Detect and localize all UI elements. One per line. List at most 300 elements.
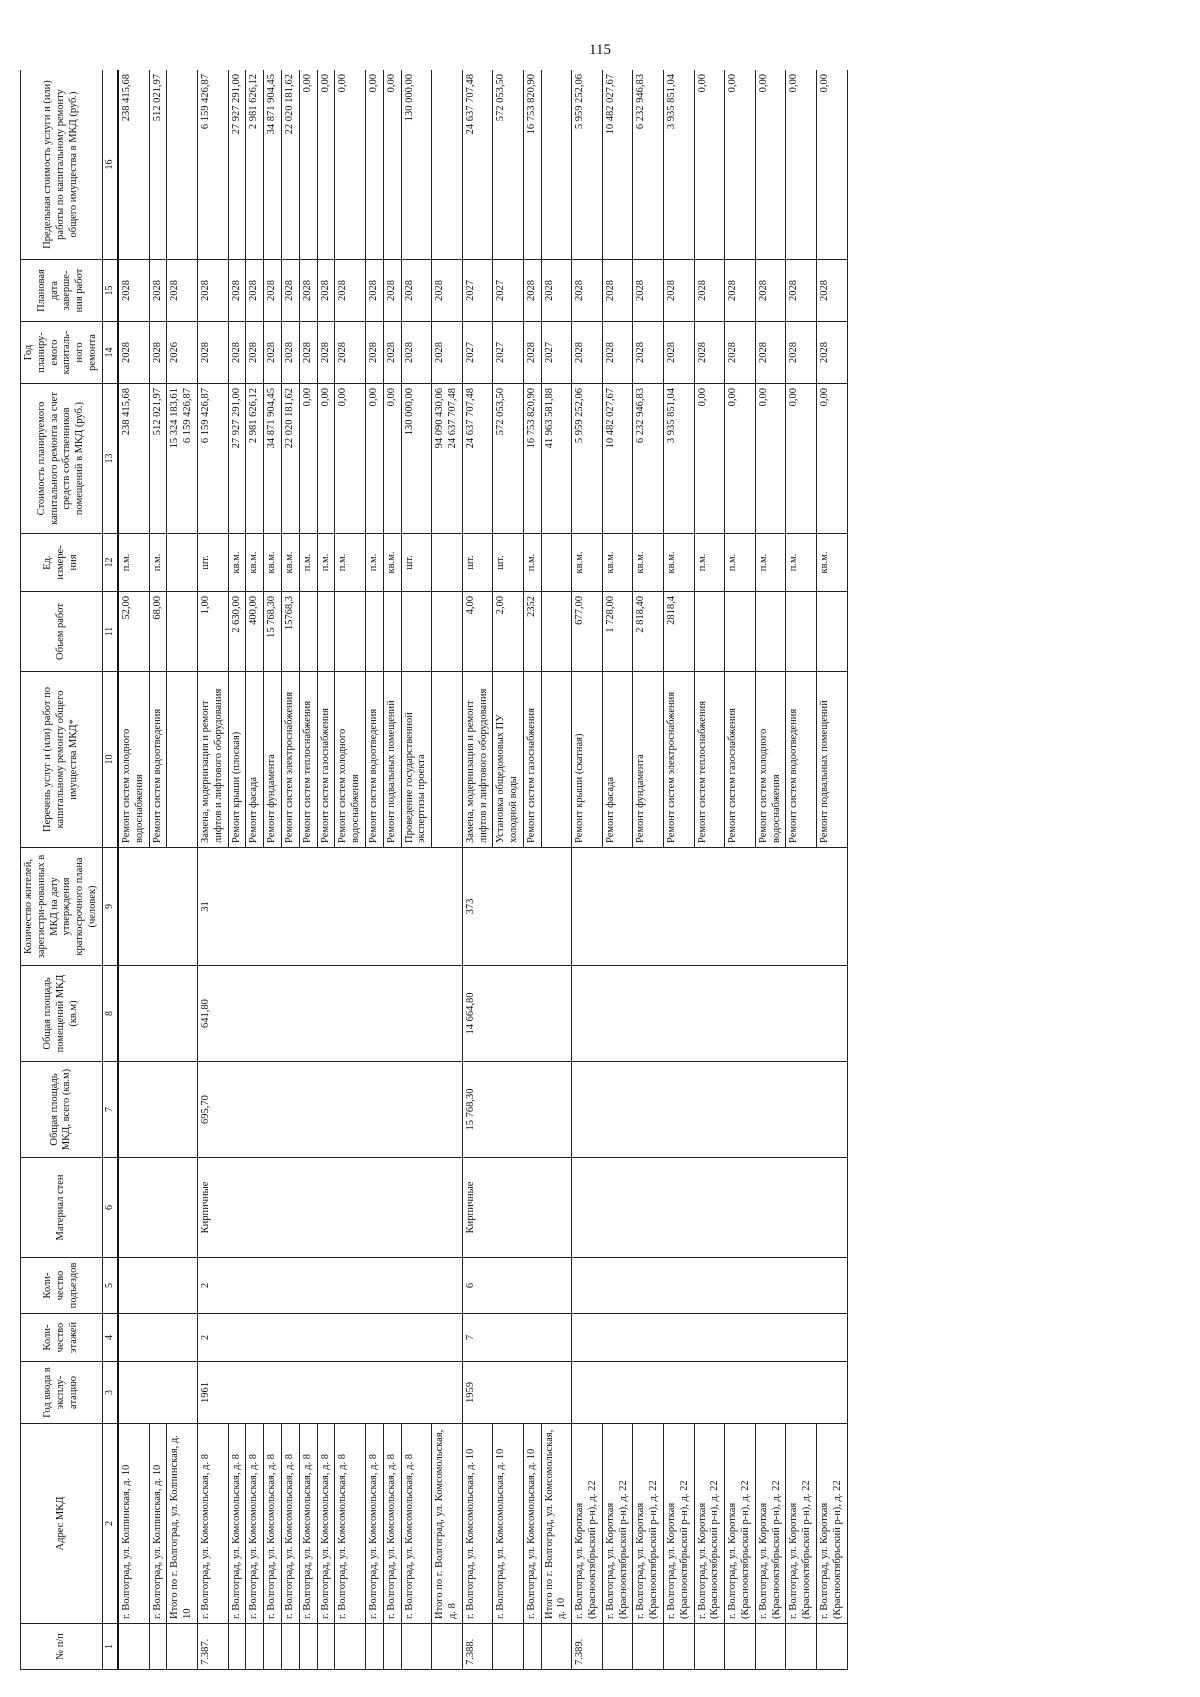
column-header: Общая площадь помещений МКД (кв.м)	[21, 966, 103, 1062]
value-cell	[118, 384, 149, 534]
column-header: Стоимость планируемого капитального ремонта за счет средств собственников помещений в МКД (руб.)	[21, 384, 103, 534]
value-cell	[118, 70, 149, 260]
building-attribute-cell	[197, 1362, 462, 1424]
cell-text: г. Волгоград, ул. Колпинская, д. 10	[120, 1464, 132, 1619]
value-cell	[633, 260, 664, 322]
column-number: 1	[102, 1624, 118, 1670]
address-cell	[401, 1424, 432, 1624]
cell-text: г. Волгоград, ул. Комсомольская, д. 10	[464, 1448, 476, 1619]
cell-text: 2028	[604, 280, 616, 301]
cell-text: 34 871 904,45	[266, 388, 278, 449]
cell-text: 2028	[403, 342, 415, 363]
value-cell	[401, 322, 432, 384]
value-cell	[299, 322, 317, 384]
address-cell	[462, 1424, 493, 1624]
cell-text: 2028	[385, 280, 397, 301]
cell-text: 52,00	[120, 596, 132, 620]
value-cell	[317, 260, 335, 322]
value-cell	[228, 322, 246, 384]
cell-text: 2028	[283, 280, 295, 301]
row-index-cell	[572, 1624, 603, 1670]
value-cell	[401, 592, 432, 672]
cell-text: 68,00	[151, 596, 163, 620]
cell-text: 2028	[367, 280, 379, 301]
cell-text: 572 053,50	[495, 388, 507, 436]
cell-text: г. Волгоград, ул. Комсомольская, д. 10	[495, 1448, 507, 1619]
cell-text: 2028	[727, 280, 739, 301]
cell-text: 2028	[757, 280, 769, 301]
building-attribute-cell	[197, 848, 462, 966]
cell-text: кв.м.	[635, 551, 647, 574]
value-cell	[725, 322, 756, 384]
cell-text: 2028	[635, 280, 647, 301]
value-cell	[432, 70, 463, 260]
work-description-cell	[817, 672, 848, 848]
cell-text: 5 959 252,06	[574, 388, 586, 444]
cell-text: 6 159 426,87	[199, 74, 211, 130]
value-cell	[725, 592, 756, 672]
value-cell	[228, 592, 246, 672]
value-cell	[493, 384, 524, 534]
address-cell	[317, 1424, 335, 1624]
value-cell	[401, 70, 432, 260]
cell-text: г. Волгоград, ул. Комсомольская, д. 8	[283, 1454, 295, 1619]
cell-text: кв.м.	[266, 551, 278, 574]
cell-text: 0,00	[727, 388, 739, 407]
cell-text: 238 415,68	[120, 388, 132, 436]
value-cell	[462, 384, 493, 534]
row-index-cell	[755, 1624, 786, 1670]
cell-text: 2028	[248, 280, 260, 301]
value-cell	[523, 534, 541, 592]
row-index-cell	[167, 1624, 198, 1670]
cell-text: п.м.	[367, 553, 379, 572]
address-cell	[228, 1424, 246, 1624]
work-description-cell	[281, 672, 299, 848]
row-index-cell	[228, 1624, 246, 1670]
address-cell	[365, 1424, 383, 1624]
value-cell	[149, 70, 167, 260]
row-index-cell	[725, 1624, 756, 1670]
cell-text: 0,00	[367, 388, 379, 407]
value-cell	[365, 260, 383, 322]
cell-text: 16 753 820,90	[525, 388, 537, 449]
value-cell	[246, 260, 264, 322]
building-attribute-cell	[462, 1158, 572, 1258]
cell-text: г. Волгоград, ул. Короткая (Краснооктябрьский р-н), д. 22	[788, 1480, 813, 1619]
value-cell	[694, 70, 725, 260]
value-cell	[664, 534, 695, 592]
value-cell	[246, 322, 264, 384]
row-index-cell	[602, 1624, 633, 1670]
cell-text: 2028	[819, 280, 831, 301]
cell-text: 15 768,30	[266, 596, 278, 638]
value-cell	[817, 260, 848, 322]
value-cell	[786, 260, 817, 322]
building-attribute-cell	[572, 1062, 847, 1158]
column-number: 5	[102, 1258, 118, 1314]
cell-text: 2028	[788, 280, 800, 301]
value-cell	[167, 260, 198, 322]
column-header: Количество жителей, зарегистри-рованных в МКД на дату утверждения краткосрочного плана (человек)	[21, 848, 103, 966]
value-cell	[264, 592, 282, 672]
column-header: Предельная стоимость услуги и (или) работы по капитальному ремонту общего имущества в МКД (руб.)	[21, 70, 103, 260]
cell-text: 2 981 626,12	[248, 388, 260, 444]
address-cell	[246, 1424, 264, 1624]
work-description-cell	[755, 672, 786, 848]
address-cell	[541, 1424, 572, 1624]
address-cell	[786, 1424, 817, 1624]
cell-text: 2 818,40	[635, 596, 647, 633]
value-cell	[317, 534, 335, 592]
cell-text: 15 324 183,61	[169, 388, 181, 449]
cell-text: Ремонт фундамента	[635, 754, 647, 843]
building-attribute-cell	[197, 966, 462, 1062]
cell-text: 0,00	[319, 388, 331, 407]
work-description-cell	[246, 672, 264, 848]
work-description-cell	[197, 672, 228, 848]
building-attribute-value: 2	[199, 1282, 211, 1289]
work-description-cell	[786, 672, 817, 848]
column-number: 2	[102, 1424, 118, 1624]
cell-text: п.м.	[337, 553, 349, 572]
value-cell	[633, 322, 664, 384]
cell-text: 0,00	[337, 74, 349, 93]
cell-text: 130 000,00	[403, 388, 415, 436]
cell-text: 1,00	[199, 596, 211, 615]
cell-text: 2028	[120, 342, 132, 363]
cell-text: Итого по г. Волгоград, ул. Колпинская, д. 10	[169, 1435, 194, 1619]
cell-text: 24 637 707,48	[464, 74, 476, 135]
cell-text: Проведение государственной экспертизы проекта	[403, 712, 428, 843]
value-cell	[493, 322, 524, 384]
value-cell	[281, 70, 299, 260]
column-header: Коли-чество этажей	[21, 1314, 103, 1362]
value-cell	[572, 322, 603, 384]
value-cell	[149, 260, 167, 322]
value-cell	[228, 260, 246, 322]
value-cell	[755, 260, 786, 322]
cell-text: г. Волгоград, ул. Короткая (Краснооктябрьский р-н), д. 22	[666, 1480, 690, 1619]
cell-text: 2028	[283, 342, 295, 363]
row-index-cell	[383, 1624, 401, 1670]
cell-text: п.м.	[757, 553, 769, 572]
cell-text: 10 482 027,67	[604, 74, 616, 135]
value-cell	[167, 592, 198, 672]
building-attribute-value: 695,70	[199, 1095, 211, 1124]
cell-text: 2028	[151, 342, 163, 363]
cell-text: 2028	[266, 280, 278, 301]
cell-text: шт.	[495, 555, 507, 570]
column-header: Материал стен	[21, 1158, 103, 1258]
row-index-cell	[365, 1624, 383, 1670]
cell-text: 677,00	[574, 596, 586, 625]
building-attribute-cell	[572, 1258, 847, 1314]
value-cell	[317, 70, 335, 260]
value-cell	[383, 592, 401, 672]
work-description-cell	[523, 672, 541, 848]
work-description-cell	[572, 672, 603, 848]
cell-text: 6 232 946,83	[635, 388, 647, 444]
cell-text: 2028	[604, 342, 616, 363]
cell-text: п.м.	[301, 553, 313, 572]
cell-text: 2028	[666, 280, 678, 301]
cell-text: 2028	[199, 342, 211, 363]
value-cell	[228, 70, 246, 260]
cell-text: Итого по г. Волгоград, ул. Комсомольская, д. 10	[543, 1429, 568, 1619]
value-cell	[432, 384, 463, 534]
cell-text: кв.м.	[666, 551, 678, 574]
value-cell	[572, 70, 603, 260]
value-cell	[602, 70, 633, 260]
value-cell	[365, 70, 383, 260]
building-attribute-cell	[118, 1258, 197, 1314]
row-index-cell	[118, 1624, 149, 1670]
cell-text: 2352	[525, 596, 537, 617]
value-cell	[664, 260, 695, 322]
rotated-table-container	[20, 70, 1180, 1670]
value-cell	[725, 534, 756, 592]
column-header: Плановая дата заверше-ния работ	[21, 260, 103, 322]
value-cell	[383, 260, 401, 322]
cell-text: 2027	[495, 342, 507, 363]
value-cell	[462, 70, 493, 260]
column-number: 6	[102, 1158, 118, 1258]
value-cell	[493, 534, 524, 592]
work-description-cell	[228, 672, 246, 848]
column-number: 3	[102, 1362, 118, 1424]
building-attribute-value: 373	[464, 898, 476, 915]
cell-text: 0,00	[385, 74, 397, 93]
value-cell	[228, 534, 246, 592]
building-attribute-value: 31	[199, 901, 211, 912]
value-cell	[694, 384, 725, 534]
value-cell	[197, 322, 228, 384]
value-cell	[817, 384, 848, 534]
cell-text: 2028	[385, 342, 397, 363]
work-description-cell	[335, 672, 366, 848]
cell-text: Ремонт систем водоотведения	[367, 708, 379, 843]
cell-text: Замена, модернизация и ремонт лифтов и лифтового оборудования	[199, 688, 224, 843]
column-header: Год планиру-емого капиталь-ного ремонта	[21, 322, 103, 384]
cell-text: Ремонт систем электроснабжения	[283, 691, 295, 843]
cell-text: 0,00	[819, 74, 831, 93]
cell-text: 27 927 291,00	[230, 388, 242, 449]
column-header: Год ввода в эксплу-атацию	[21, 1362, 103, 1424]
cell-text: г. Волгоград, ул. Короткая (Краснооктябрьский р-н), д. 22	[819, 1480, 843, 1619]
value-cell	[817, 534, 848, 592]
cell-text: 41 963 581,88	[543, 388, 555, 449]
value-cell	[602, 322, 633, 384]
cell-text: г. Волгоград, ул. Короткая (Краснооктябрьский р-н), д. 22	[757, 1480, 782, 1619]
row-index-cell	[197, 1624, 228, 1670]
value-cell	[281, 592, 299, 672]
building-attribute-cell	[197, 1158, 462, 1258]
address-cell	[118, 1424, 149, 1624]
cell-text: Итого по г. Волгоград, ул. Комсомольская, д. 8	[434, 1429, 458, 1619]
address-cell	[817, 1424, 848, 1624]
column-number: 8	[102, 966, 118, 1062]
cell-text: г. Волгоград, ул. Колпинская, д. 10	[151, 1464, 163, 1619]
value-cell	[541, 260, 572, 322]
building-attribute-cell	[462, 1362, 572, 1424]
value-cell	[383, 70, 401, 260]
cell-text: 2027	[464, 342, 476, 363]
value-cell	[197, 534, 228, 592]
cell-text: Ремонт систем водоотведения	[151, 708, 163, 843]
cell-text: 2028	[120, 280, 132, 301]
value-cell	[149, 384, 167, 534]
column-number: 13	[102, 384, 118, 534]
cell-text: 3 935 851,04	[666, 74, 678, 130]
table-body	[118, 70, 847, 1670]
cell-text: г. Волгоград, ул. Комсомольская, д. 8	[385, 1454, 397, 1619]
building-attribute-value: 641,80	[199, 999, 211, 1028]
value-cell	[317, 384, 335, 534]
value-cell	[299, 384, 317, 534]
work-description-cell	[365, 672, 383, 848]
cell-text: 94 090 430,06	[434, 388, 446, 449]
value-cell	[317, 322, 335, 384]
cell-text: 1 728,00	[604, 596, 616, 633]
cell-text: кв.м.	[283, 551, 295, 574]
value-cell	[572, 260, 603, 322]
cell-text: 0,00	[757, 388, 769, 407]
building-attribute-value: Кирпичные	[464, 1181, 476, 1234]
column-header: № п/п	[21, 1624, 103, 1670]
column-number: 4	[102, 1314, 118, 1362]
work-description-cell	[383, 672, 401, 848]
cell-text: 2 630,00	[230, 596, 242, 633]
value-cell	[694, 260, 725, 322]
cell-text: п.м.	[727, 553, 739, 572]
cell-text: 2028	[696, 342, 708, 363]
column-number-row	[102, 70, 118, 1670]
cell-text: 0,00	[788, 388, 800, 407]
cell-text: г. Волгоград, ул. Короткая (Краснооктябрьский р-н), д. 22	[604, 1480, 629, 1619]
cell-text: 0,00	[727, 74, 739, 93]
cell-text: 0,00	[385, 388, 397, 407]
value-cell	[365, 322, 383, 384]
value-cell	[432, 260, 463, 322]
value-cell	[335, 260, 366, 322]
cell-text: г. Волгоград, ул. Комсомольская, д. 8	[230, 1454, 242, 1619]
cell-text: Ремонт систем теплоснабжения	[696, 700, 708, 843]
value-cell	[281, 322, 299, 384]
table-row	[572, 70, 603, 1670]
cell-text: 7.389.	[574, 1638, 586, 1665]
value-cell	[299, 260, 317, 322]
value-cell	[523, 592, 541, 672]
cell-text: г. Волгоград, ул. Комсомольская, д. 8	[199, 1454, 211, 1619]
cell-text: 0,00	[757, 74, 769, 93]
cell-text: кв.м.	[819, 551, 831, 574]
value-cell	[541, 322, 572, 384]
work-description-cell	[299, 672, 317, 848]
cell-text: Ремонт систем электроснабжения	[666, 691, 678, 843]
value-cell	[664, 70, 695, 260]
value-cell	[541, 534, 572, 592]
row-index-cell	[523, 1624, 541, 1670]
row-index-cell	[541, 1624, 572, 1670]
value-cell	[246, 592, 264, 672]
cell-text: 10 482 027,67	[604, 388, 616, 449]
building-attribute-cell	[118, 848, 197, 966]
cell-text: г. Волгоград, ул. Комсомольская, д. 8	[337, 1454, 349, 1619]
value-cell	[365, 384, 383, 534]
work-description-cell	[633, 672, 664, 848]
work-description-cell	[664, 672, 695, 848]
work-description-cell	[264, 672, 282, 848]
cell-text: кв.м.	[230, 551, 242, 574]
cell-text: г. Волгоград, ул. Короткая (Краснооктябрьский р-н), д. 22	[696, 1480, 721, 1619]
cell-text: 2028	[248, 342, 260, 363]
value-cell	[633, 384, 664, 534]
value-cell	[462, 592, 493, 672]
cell-text: г. Волгоград, ул. Комсомольская, д. 8	[367, 1454, 379, 1619]
cell-text: г. Волгоград, ул. Комсомольская, д. 8	[248, 1454, 260, 1619]
cell-text: 2028	[266, 342, 278, 363]
cell-text: 16 753 820,90	[525, 74, 537, 135]
cell-text: 2028	[230, 342, 242, 363]
value-cell	[365, 534, 383, 592]
column-header: Ед. измере-ния	[21, 534, 103, 592]
cell-text: 3 935 851,04	[666, 388, 678, 444]
table-row	[462, 70, 493, 1670]
value-cell	[264, 384, 282, 534]
value-cell	[755, 322, 786, 384]
work-description-cell	[149, 672, 167, 848]
building-attribute-cell	[462, 966, 572, 1062]
column-number: 14	[102, 322, 118, 384]
value-cell	[246, 70, 264, 260]
address-cell	[432, 1424, 463, 1624]
cell-text: 0,00	[788, 74, 800, 93]
cell-text: п.м.	[319, 553, 331, 572]
address-cell	[167, 1424, 198, 1624]
value-cell	[167, 322, 198, 384]
cell-text: п.м.	[151, 553, 163, 572]
value-cell	[383, 534, 401, 592]
cell-text: Ремонт крыши (скатная)	[574, 733, 586, 843]
cell-text: 34 871 904,45	[266, 74, 278, 135]
value-cell	[365, 592, 383, 672]
cell-text: 512 021,97	[151, 388, 163, 436]
address-cell	[335, 1424, 366, 1624]
cell-text: 2027	[464, 280, 476, 301]
address-cell	[523, 1424, 541, 1624]
column-number: 11	[102, 592, 118, 672]
value-cell	[197, 592, 228, 672]
cell-text: кв.м.	[248, 551, 260, 574]
cell-text: 15768,3	[283, 596, 295, 631]
value-cell	[299, 592, 317, 672]
cell-text: 2028	[666, 342, 678, 363]
address-cell	[149, 1424, 167, 1624]
cell-text: 7.387.	[199, 1638, 211, 1665]
building-attribute-cell	[118, 1314, 197, 1362]
work-description-cell	[493, 672, 524, 848]
cell-text: 2028	[574, 342, 586, 363]
building-attribute-cell	[462, 1258, 572, 1314]
cell-text: Ремонт систем холодного водоснабжения	[757, 728, 782, 843]
value-cell	[602, 534, 633, 592]
cell-text: 22 020 181,62	[283, 388, 295, 449]
cell-text: Ремонт подвальных помещений	[819, 700, 831, 843]
value-cell	[572, 534, 603, 592]
value-cell	[383, 322, 401, 384]
value-cell	[633, 534, 664, 592]
